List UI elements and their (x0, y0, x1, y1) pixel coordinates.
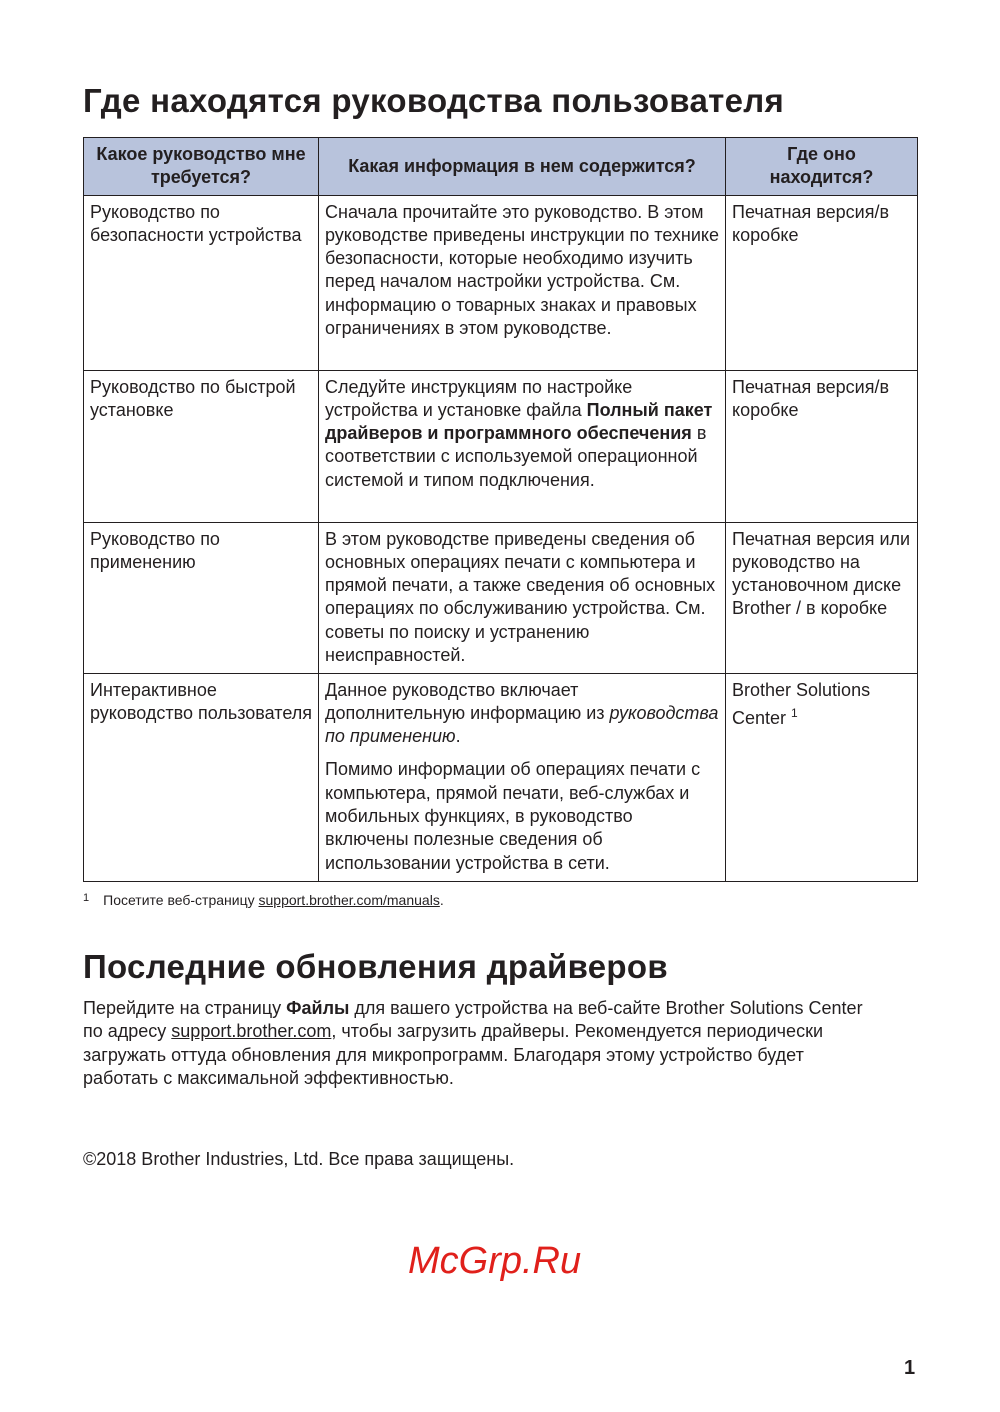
guides-table (83, 137, 918, 882)
footnote (83, 892, 444, 908)
body-text: для вашего устройства на веб-сайте Brother Solutions Center по адресу (83, 998, 863, 1042)
cell-info (319, 370, 726, 522)
cell-info: Сначала прочитайте это руководство. В этом руководстве приведены инструкции по технике безопасности, которые необходимо изучить перед началом настройки устройства. См. информацию о товарных знаках и правовых ограничениях в этом руководстве. (319, 195, 726, 370)
info-italic: руководства по применению (325, 702, 719, 747)
cell-where: Печатная версия/в коробке (726, 370, 918, 522)
cell-guide: Руководство по безопасности устройства (84, 195, 319, 370)
header-guide: Какое руководство мне требуется? (84, 138, 319, 196)
info-text: Данное руководство включает дополнительную информацию из (325, 679, 610, 723)
cell-where (726, 673, 918, 881)
manuals-link[interactable]: support.brother.com/manuals (258, 892, 440, 908)
cell-info (319, 673, 726, 881)
body-bold: Файлы (286, 998, 350, 1018)
info-text: . (455, 726, 461, 747)
cell-where: Печатная версия/в коробке (726, 195, 918, 370)
cell-info: В этом руководстве приведены сведения об основных операциях печати с компьютера и прямой печати, а также сведения об основных операциях по обслуживанию устройства. См. советы по поиску и устранению неисправностей. (319, 522, 726, 673)
support-link[interactable]: support.brother.com (171, 1021, 332, 1042)
body-text: Перейдите на страницу (83, 998, 287, 1018)
cell-guide: Руководство по быстрой установке (84, 370, 319, 522)
cell-where: Печатная версия или руководство на установочном диске Brother / в коробке (726, 522, 918, 673)
header-where: Где оно находится? (726, 138, 918, 196)
info-text: в соответствии с используемой операционной системой и типом подключения. (325, 423, 707, 490)
where-text: Brother Solutions Center (732, 679, 871, 728)
watermark: McGrp.Ru (408, 1240, 582, 1282)
cell-guide: Интерактивное руководство пользователя (84, 673, 319, 881)
footnote-text: Посетите веб-страницу (103, 892, 259, 908)
footnote-end: . (439, 892, 444, 908)
footnote-number: 1 (83, 892, 90, 904)
body-text: , чтобы загрузить драйверы. Рекомендуется периодически загружать оттуда обновления для микропрограмм. Благодаря этому устройство будет работать с максимальной эффективностью. (83, 1021, 823, 1088)
table-row (84, 522, 918, 673)
header-info: Какая информация в нем содержится? (319, 138, 726, 196)
table-header-row (84, 138, 918, 196)
section-title-drivers: Последние обновления драйверов (83, 948, 668, 985)
cell-guide: Руководство по применению (84, 522, 319, 673)
table-row (84, 673, 918, 881)
info-text: Следуйте инструкциям по настройке устройства и установке файла (325, 376, 633, 420)
footnote-ref: 1 (791, 705, 798, 720)
copyright: ©2018 Brother Industries, Ltd. Все права защищены. (83, 1149, 515, 1169)
page-number: 1 (904, 1357, 916, 1379)
section-title-guides: Где находятся руководства пользователя (83, 82, 785, 119)
table-row (84, 195, 918, 370)
drivers-paragraph (83, 997, 883, 1090)
info-paragraph: Помимо информации об операциях печати с компьютера, прямой печати, веб-службах и мобильных функциях, в руководство включены полезные сведения об использовании устройства в сети. (325, 759, 701, 873)
info-bold: Полный пакет драйверов и программного обеспечения (325, 399, 713, 444)
table-row (84, 370, 918, 522)
